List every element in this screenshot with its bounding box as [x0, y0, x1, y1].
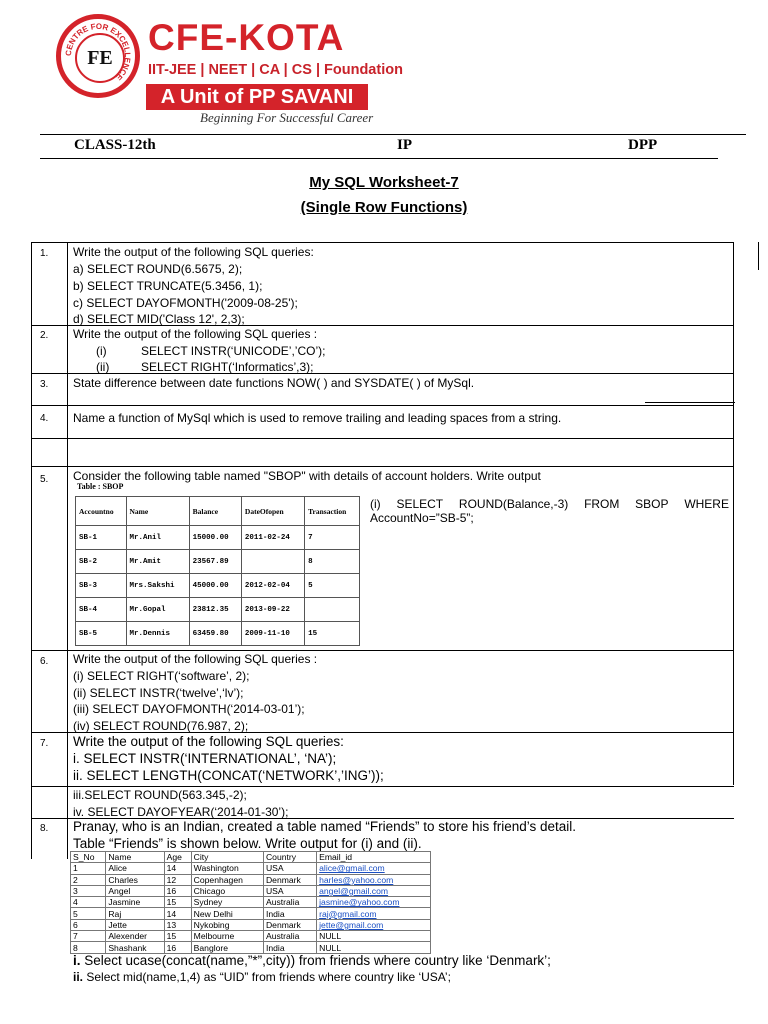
sbop-cell: 2009-11-10: [241, 622, 304, 646]
friends-cell: Australia: [263, 931, 316, 942]
q6-line: (i) SELECT RIGHT(‘software’, 2);: [73, 669, 250, 683]
table-row: [71, 908, 431, 919]
table-row: [76, 598, 360, 622]
email-cell: jasmine@yahoo.com: [317, 897, 431, 908]
q7-line: ii. SELECT LENGTH(CONCAT(‘NETWORK’,’ING’));: [73, 768, 384, 783]
q3-text: State difference between date functions NOW( ) and SYSDATE( ) of MySql.: [73, 376, 475, 390]
q5-query-word: SELECT: [396, 497, 444, 511]
q1-line: b) SELECT TRUNCATE(5.3456, 1);: [73, 279, 263, 293]
q5-query-word: FROM: [584, 497, 620, 511]
q2-item-text: SELECT RIGHT(‘Informatics’,3);: [141, 360, 314, 374]
friends-cell: 13: [164, 919, 191, 930]
q5-query-word: ROUND(Balance,-3): [458, 497, 569, 511]
table-row: [71, 919, 431, 930]
q2-item-text: SELECT INSTR(‘UNICODE’,’CO’);: [141, 344, 326, 358]
friends-cell: 4: [71, 897, 106, 908]
friends-cell: 8: [71, 942, 106, 953]
table-row: [71, 942, 431, 953]
question-number: 3.: [40, 379, 49, 390]
table-row: [76, 550, 360, 574]
header-rule-bottom: [40, 158, 718, 159]
friends-cell: 14: [164, 908, 191, 919]
brand-name: CFE-KOTA: [148, 17, 345, 58]
q8-query-ii: ii. Select mid(name,1,4) as “UID” from friends where country like ‘USA’;: [73, 970, 451, 984]
friends-cell: Raj: [106, 908, 164, 919]
q8-line: Table “Friends” is shown below. Write output for (i) and (ii).: [73, 836, 422, 851]
friends-cell: 15: [164, 897, 191, 908]
friends-cell: 3: [71, 885, 106, 896]
friends-cell: Australia: [263, 897, 316, 908]
sbop-cell: 23812.35: [189, 598, 241, 622]
q5-query-word: (i): [370, 497, 381, 511]
sbop-cell: [305, 598, 360, 622]
friends-cell: Jasmine: [106, 897, 164, 908]
friends-cell: Nykobing: [191, 919, 263, 930]
sbop-cell: Mr.Anil: [126, 526, 189, 550]
friends-cell: Jette: [106, 919, 164, 930]
friends-table: [70, 851, 431, 954]
worksheet-subtitle: (Single Row Functions): [300, 199, 468, 216]
friends-header-cell: Age: [164, 852, 191, 863]
question-number: 6.: [40, 656, 49, 667]
friends-cell: 1: [71, 863, 106, 874]
header-rule-top: [40, 134, 746, 135]
sbop-cell: SB-2: [76, 550, 127, 574]
sbop-header-cell: Transaction: [305, 497, 360, 526]
friends-cell: 5: [71, 908, 106, 919]
friends-cell: 6: [71, 919, 106, 930]
friends-cell: Copenhagen: [191, 874, 263, 885]
sbop-cell: Mrs.Sakshi: [126, 574, 189, 598]
question-number: 7.: [40, 738, 49, 749]
q6-line: (iii) SELECT DAYOFMONTH(‘2014-03-01’);: [73, 702, 305, 716]
q4-text: Name a function of MySql which is used to remove trailing and leading spaces from a string.: [73, 411, 562, 425]
friends-header-cell: City: [191, 852, 263, 863]
email-cell: alice@gmail.com: [317, 863, 431, 874]
friends-cell: Shashank: [106, 942, 164, 953]
friends-cell: 16: [164, 885, 191, 896]
sbop-cell: 63459.80: [189, 622, 241, 646]
question-number: 2.: [40, 330, 49, 341]
table-row: [71, 931, 431, 942]
friends-cell: 7: [71, 931, 106, 942]
q7-line: i. SELECT INSTR(‘INTERNATIONAL’, ‘NA’);: [73, 751, 337, 766]
friends-header-cell: Name: [106, 852, 164, 863]
q1-line: c) SELECT DAYOFMONTH('2009-08-25');: [73, 296, 298, 310]
q2-item-label: (i): [96, 344, 107, 358]
friends-cell: Chicago: [191, 885, 263, 896]
table-row: [76, 526, 360, 550]
sbop-cell: 2012-02-04: [241, 574, 304, 598]
q5-query-line: AccountNo=”SB-5”;: [370, 511, 474, 525]
slogan: Beginning For Successful Career: [200, 110, 374, 125]
friends-cell: 12: [164, 874, 191, 885]
friends-cell: 14: [164, 863, 191, 874]
friends-cell: 2: [71, 874, 106, 885]
friends-cell: Washington: [191, 863, 263, 874]
table-row: [76, 622, 360, 646]
q8-query-label: i.: [73, 953, 81, 968]
friends-header-cell: S_No: [71, 852, 106, 863]
sbop-cell: [241, 550, 304, 574]
email-cell: harles@yahoo.com: [317, 874, 431, 885]
friends-cell: Denmark: [263, 874, 316, 885]
sbop-header-cell: DateOfopen: [241, 497, 304, 526]
friends-cell: 16: [164, 942, 191, 953]
email-cell: angel@gmail.com: [317, 885, 431, 896]
sbop-cell: SB-5: [76, 622, 127, 646]
q2-item-label: (ii): [96, 360, 110, 374]
class-label: CLASS-12th: [74, 137, 156, 153]
q8-query-label: ii.: [73, 970, 84, 984]
friends-cell: USA: [263, 863, 316, 874]
question-number: 5.: [40, 474, 49, 485]
sbop-cell: 2011-02-24: [241, 526, 304, 550]
sbop-header-cell: Balance: [189, 497, 241, 526]
cfe-seal-logo: [56, 14, 140, 98]
course-list: IIT-JEE | NEET | CA | CS | Foundation: [148, 62, 403, 78]
friends-cell: Sydney: [191, 897, 263, 908]
friends-cell: Alexender: [106, 931, 164, 942]
friends-cell: USA: [263, 885, 316, 896]
sbop-cell: 8: [305, 550, 360, 574]
sbop-cell: SB-4: [76, 598, 127, 622]
question-number: 1.: [40, 248, 49, 259]
dpp-label: DPP: [628, 137, 658, 153]
friends-cell: Charles: [106, 874, 164, 885]
email-cell: raj@gmail.com: [317, 908, 431, 919]
email-cell: jette@gmail.com: [317, 919, 431, 930]
worksheet-title: My SQL Worksheet-7: [309, 174, 459, 191]
friends-cell: India: [263, 908, 316, 919]
q1-line: a) SELECT ROUND(6.5675, 2);: [73, 262, 243, 276]
table-row: [71, 885, 431, 896]
sbop-cell: Mr.Dennis: [126, 622, 189, 646]
friends-cell: 15: [164, 931, 191, 942]
table-row: [71, 863, 431, 874]
table-row: [71, 874, 431, 885]
sbop-cell: SB-1: [76, 526, 127, 550]
friends-cell: Denmark: [263, 919, 316, 930]
email-cell: NULL: [317, 931, 431, 942]
sbop-cell: Mr.Amit: [126, 550, 189, 574]
q5-query: [370, 497, 729, 525]
table-row: [71, 897, 431, 908]
friends-header-cell: Email_id: [317, 852, 431, 863]
friends-cell: New Delhi: [191, 908, 263, 919]
q5-query-word: WHERE: [684, 497, 729, 511]
sbop-header-cell: Name: [126, 497, 189, 526]
sbop-cell: 15: [305, 622, 360, 646]
seal-text: CENTRE FOR EXCELLENCE: [63, 21, 133, 82]
q6-line: (iv) SELECT ROUND(76.987, 2);: [73, 719, 249, 733]
q8-line: Pranay, who is an Indian, created a table named “Friends” to store his friend’s detail.: [73, 819, 577, 834]
table-row: [76, 574, 360, 598]
friends-cell: India: [263, 942, 316, 953]
q1-line: d) SELECT MID('Class 12', 2,3);: [73, 312, 245, 326]
unit-banner: A Unit of PP SAVANI: [146, 84, 368, 110]
q6-line: Write the output of the following SQL queries :: [73, 652, 318, 666]
q7-line: Write the output of the following SQL queries:: [73, 734, 344, 749]
sbop-header-cell: Accountno: [76, 497, 127, 526]
q7-line: iii.SELECT ROUND(563.345,-2);: [73, 788, 247, 802]
q7-line: iv. SELECT DAYOFYEAR(‘2014-01-30’);: [73, 805, 289, 819]
sbop-cell: SB-3: [76, 574, 127, 598]
friends-cell: Alice: [106, 863, 164, 874]
sbop-cell: Mr.Gopal: [126, 598, 189, 622]
sbop-cell: 45000.00: [189, 574, 241, 598]
seal-mark: FE: [75, 33, 125, 83]
friends-cell: Banglore: [191, 942, 263, 953]
sbop-table: [75, 496, 360, 646]
q1-line: Write the output of the following SQL queries:: [73, 245, 314, 259]
question-number: 4.: [40, 413, 49, 424]
sbop-cell: 23567.89: [189, 550, 241, 574]
q2-intro: Write the output of the following SQL queries :: [73, 327, 318, 341]
subject-label: IP: [397, 137, 412, 153]
sbop-cell: 2013-09-22: [241, 598, 304, 622]
q8-query-i: i. Select ucase(concat(name,”*”,city)) from friends where country like ‘Denmark’;: [73, 953, 551, 968]
friends-cell: Angel: [106, 885, 164, 896]
friends-cell: Melbourne: [191, 931, 263, 942]
sbop-cell: 15000.00: [189, 526, 241, 550]
q5-query-word: SBOP: [635, 497, 669, 511]
sbop-caption: Table : SBOP: [77, 482, 124, 491]
friends-header-cell: Country: [263, 852, 316, 863]
question-number: 8.: [40, 823, 49, 834]
sbop-cell: 5: [305, 574, 360, 598]
sbop-cell: 7: [305, 526, 360, 550]
q5-intro: Consider the following table named "SBOP" with details of account holders. Write output: [73, 469, 541, 483]
q6-line: (ii) SELECT INSTR(‘twelve’,‘lv’);: [73, 686, 244, 700]
email-cell: NULL: [317, 942, 431, 953]
